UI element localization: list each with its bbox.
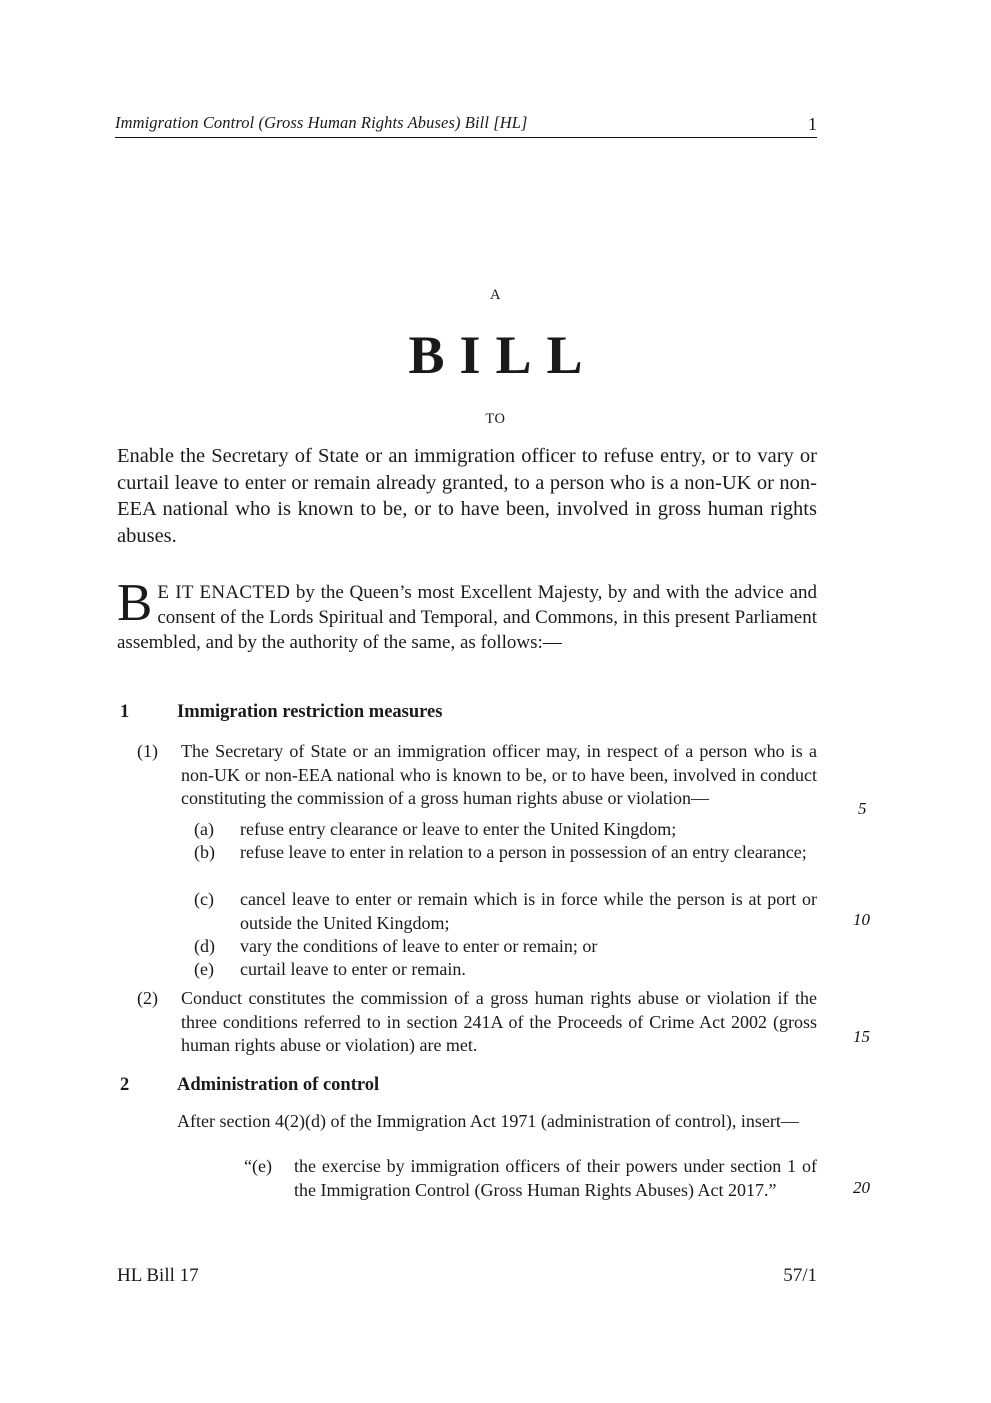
line-number-15: 15	[853, 1027, 870, 1046]
line-number-10: 10	[853, 910, 870, 929]
section-number-2: 2	[120, 1075, 130, 1095]
subsection-marker-1-1: (1)	[137, 741, 158, 761]
paragraph-marker-c: (c)	[194, 889, 214, 909]
paragraph-text-d: vary the conditions of leave to enter or remain; or	[240, 936, 598, 956]
line-number-5: 5	[858, 799, 867, 818]
title-article-a: A	[489, 287, 502, 303]
long-title: Enable the Secretary of State or an immigration officer to refuse entry, or to vary or curtail leave to enter or remain already granted, to a person who is a non-UK or non-EEA national who is known to be, or to have been, involved in gross human rights abuses.	[117, 445, 817, 547]
paragraph-1-1-e	[194, 958, 817, 982]
enacting-dropcap: B	[117, 574, 153, 632]
quoted-paragraph-e	[244, 1155, 817, 1202]
page-footer	[117, 1265, 817, 1287]
section-2-intro: After section 4(2)(d) of the Immigration Act 1971 (administration of control), insert—	[177, 1111, 799, 1131]
subsection-text-1-2: Conduct constitutes the commission of a gross human rights abuse or violation if the three conditions referred to in section 241A of the Proceeds of Crime Act 2002 (gross human rights abuse or violation) are met.	[181, 988, 817, 1056]
line-number-20: 20	[853, 1178, 870, 1197]
footer-print-code: 57/1	[783, 1265, 817, 1286]
paragraph-1-1-d	[194, 935, 817, 959]
paragraph-1-1-a	[194, 818, 817, 842]
paragraph-marker-b: (b)	[194, 842, 215, 862]
subsection-1-1	[137, 740, 817, 811]
enacting-text: by the Queen’s most Excellent Majesty, by and with the advice and consent of the Lords Spiritual and Temporal, and Commons, in this present Parliament assembled, and by the authority of the same, as follows:—	[117, 582, 817, 653]
paragraph-marker-a: (a)	[194, 819, 214, 839]
subsection-text-1-1: The Secretary of State or an immigration officer may, in respect of a person who is a non-UK or non-EEA national who is known to be, or to have been, involved in conduct constituting the commission of a gross human rights abuse or violation—	[181, 741, 817, 809]
paragraph-1-1-b	[194, 841, 817, 865]
paragraph-text-b: refuse leave to enter in relation to a person in possession of an entry clearance;	[240, 842, 807, 862]
header-page-number: 1	[808, 114, 817, 134]
quoted-paragraph-marker-e: “(e)	[244, 1156, 272, 1176]
paragraph-marker-d: (d)	[194, 936, 215, 956]
paragraph-marker-e: (e)	[194, 959, 214, 979]
section-title-2: Administration of control	[177, 1075, 380, 1095]
subsection-1-2	[137, 987, 817, 1058]
footer-bill-reference: HL Bill 17	[117, 1265, 199, 1286]
section-heading-2	[120, 1073, 820, 1097]
title-bill-word: BILL	[408, 324, 598, 385]
enacting-smallcaps: E IT ENACTED	[157, 582, 291, 603]
paragraph-text-a: refuse entry clearance or leave to enter the United Kingdom;	[240, 819, 677, 839]
paragraph-1-1-c	[194, 888, 817, 935]
section-number-1: 1	[120, 702, 130, 722]
section-heading-1	[120, 700, 820, 724]
subsection-marker-1-2: (2)	[137, 988, 158, 1008]
paragraph-text-c: cancel leave to enter or remain which is in force while the person is at port or outside the United Kingdom;	[240, 889, 817, 933]
header-bill-title: Immigration Control (Gross Human Rights Abuses) Bill [HL]	[115, 113, 528, 132]
paragraph-text-e: curtail leave to enter or remain.	[240, 959, 466, 979]
quoted-paragraph-text-e: the exercise by immigration officers of their powers under section 1 of the Immigration Control (Gross Human Rights Abuses) Act 2017.”	[294, 1156, 817, 1200]
section-title-1: Immigration restriction measures	[177, 702, 443, 722]
title-to-word: TO	[485, 410, 506, 427]
